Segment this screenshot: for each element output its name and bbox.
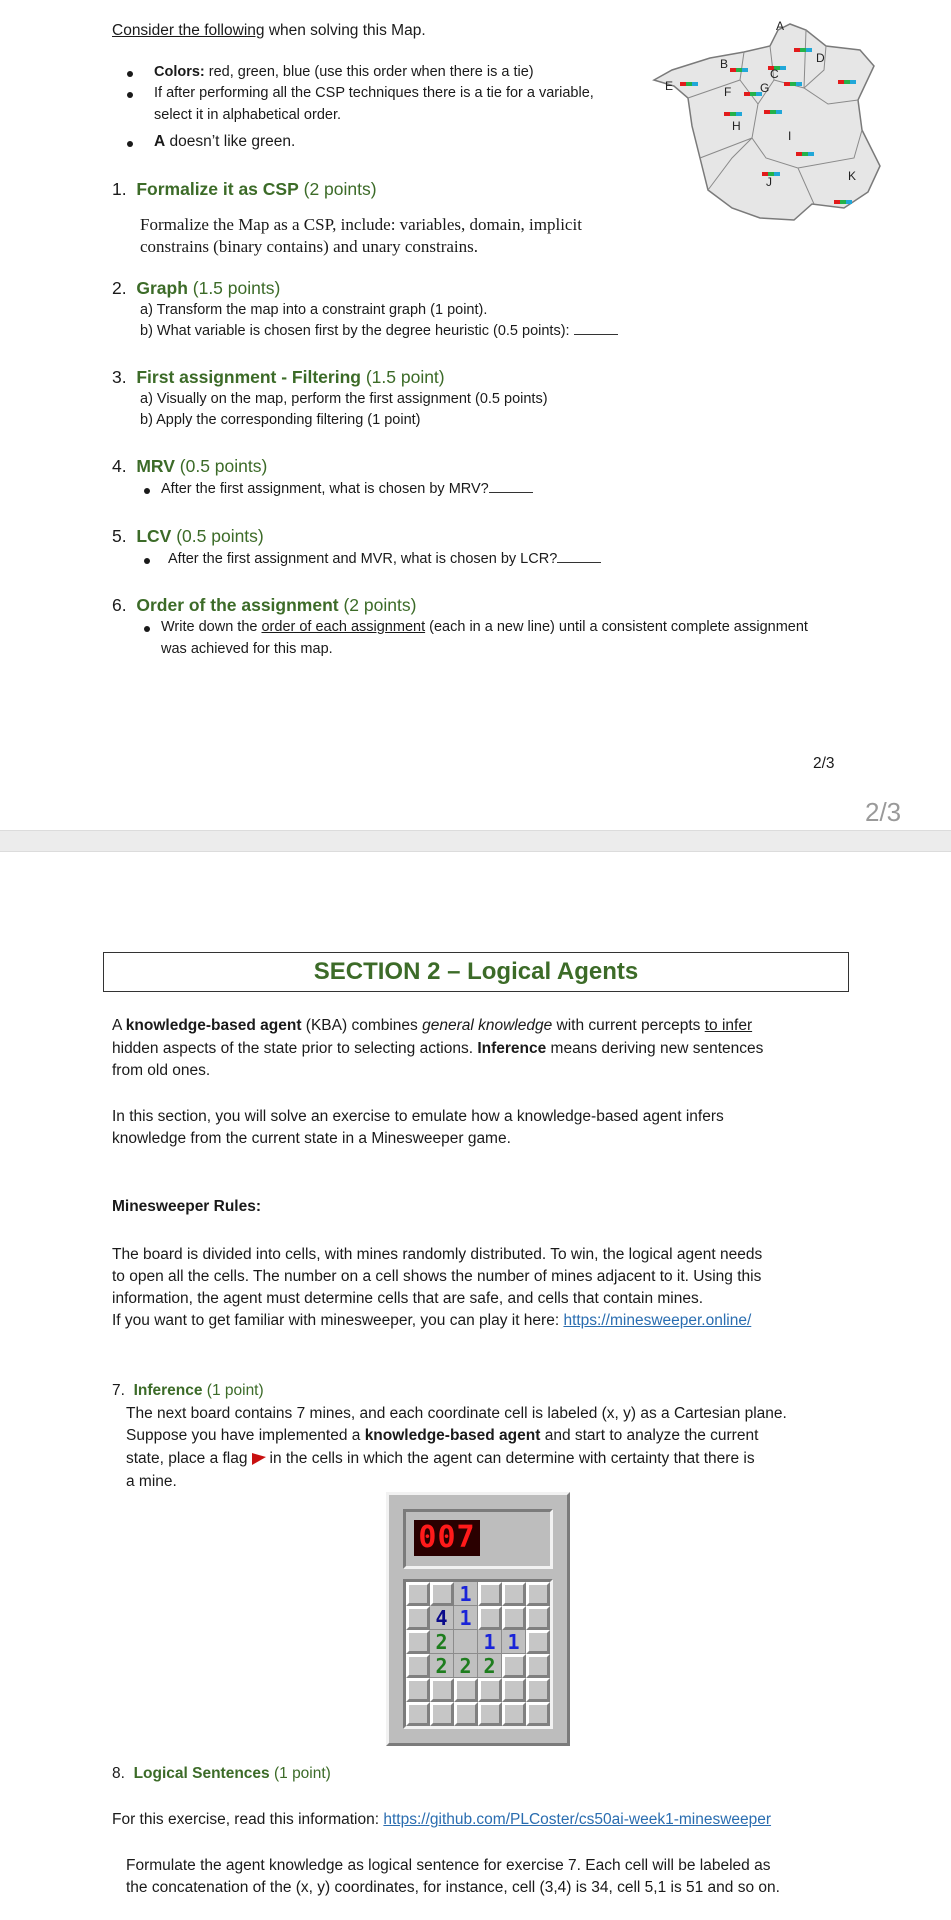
answer-blank[interactable]: [574, 333, 618, 335]
bullet-colors: Colors: red, green, blue (use this order when there is a tie): [154, 64, 534, 80]
kba-p1-line1: A knowledge-based agent (KBA) combines general knowledge with current percepts to infer: [112, 1017, 753, 1034]
section-title: SECTION 2 – Logical Agents: [103, 952, 849, 992]
ms-cell-closed[interactable]: [526, 1702, 550, 1726]
ms-cell-closed[interactable]: [478, 1606, 502, 1630]
map-label: D: [816, 51, 825, 65]
github-link[interactable]: https://github.com/PLCoster/cs50ai-week1-minesweeper: [383, 1811, 772, 1828]
page-number: 2/3: [813, 755, 835, 772]
q7-line4: a mine.: [126, 1473, 177, 1490]
minesweeper-online-link[interactable]: https://minesweeper.online/: [563, 1312, 752, 1329]
q1-heading: 1. Formalize it as CSP (2 points): [112, 179, 377, 199]
q1-line2: constrains (binary contains) and unary constrains.: [140, 237, 479, 256]
ms-cell-open[interactable]: 2: [430, 1630, 454, 1654]
q3-a: a) Visually on the map, perform the first assignment (0.5 points): [140, 391, 548, 407]
ms-cell-closed[interactable]: [502, 1678, 526, 1702]
ms-cell-closed[interactable]: [406, 1630, 430, 1654]
bullet-tie-line1: If after performing all the CSP techniques there is a tie for a variable,: [154, 85, 594, 101]
q8-read: For this exercise, read this information: https://github.com/PLCoster/cs50ai-week1-minesweeper: [112, 1811, 772, 1828]
france-map: [648, 8, 898, 238]
ms-cell-closed[interactable]: [406, 1606, 430, 1630]
bullet-dot: [127, 141, 133, 147]
q6-heading: 6. Order of the assignment (2 points): [112, 595, 417, 615]
q5-bullet: After the first assignment and MVR, what is chosen by LCR?: [168, 551, 601, 567]
q7-line3: state, place a flag in the cells in which the agent can determine with certainty that there is: [126, 1450, 755, 1467]
kba-p1-line3: from old ones.: [112, 1062, 211, 1079]
ms-cell-closed[interactable]: [502, 1606, 526, 1630]
ms-cell-closed[interactable]: [526, 1606, 550, 1630]
q1-line1: Formalize the Map as a CSP, include: variables, domain, implicit: [140, 215, 582, 234]
ms-cell-closed[interactable]: [478, 1678, 502, 1702]
map-label: H: [732, 119, 741, 133]
bullet-a-green: A doesn’t like green.: [154, 133, 296, 150]
ms-cell-closed[interactable]: [526, 1678, 550, 1702]
ms-cell-open[interactable]: 2: [454, 1654, 478, 1678]
ms-cell-closed[interactable]: [406, 1654, 430, 1678]
ms-cell-closed[interactable]: [502, 1582, 526, 1606]
bullet-dot: [127, 92, 133, 98]
france-outline: [654, 24, 880, 220]
ms-cell-open[interactable]: [454, 1630, 478, 1654]
ms-cell-closed[interactable]: [478, 1582, 502, 1606]
bullet-tie-line2: select it in alphabetical order.: [154, 107, 341, 123]
ms-cell-closed[interactable]: [406, 1582, 430, 1606]
rules-line3: information, the agent must determine cells that are safe, and cells that contain mines.: [112, 1290, 704, 1307]
ms-cell-closed[interactable]: [502, 1702, 526, 1726]
ms-cell-closed[interactable]: [478, 1702, 502, 1726]
q2-a: a) Transform the map into a constraint graph (1 point).: [140, 302, 488, 318]
rules-line1: The board is divided into cells, with mines randomly distributed. To win, the logical agent needs: [112, 1246, 763, 1263]
q8-line2: the concatenation of the (x, y) coordinates, for instance, cell (3,4) is 34, cell 5,1 is 51 and so on.: [126, 1879, 780, 1896]
answer-blank[interactable]: [557, 561, 601, 563]
ms-cell-open[interactable]: 1: [502, 1630, 526, 1654]
rules-line2: to open all the cells. The number on a cell shows the number of mines adjacent to it. Using this: [112, 1268, 762, 1285]
page-divider: [0, 830, 951, 852]
viewer-page-indicator: 2/3: [865, 797, 902, 827]
map-label: A: [776, 19, 785, 33]
kba-p2-line2: knowledge from the current state in a Minesweeper game.: [112, 1130, 511, 1147]
ms-cell-closed[interactable]: [430, 1582, 454, 1606]
ms-cell-closed[interactable]: [430, 1678, 454, 1702]
minesweeper-board: [386, 1492, 570, 1746]
map-label: J: [766, 175, 772, 189]
q6-line2: was achieved for this map.: [161, 641, 333, 657]
q4-heading: 4. MRV (0.5 points): [112, 456, 268, 476]
q7-line1: The next board contains 7 mines, and each coordinate cell is labeled (x, y) as a Cartesian plane.: [126, 1405, 787, 1422]
ms-cell-open[interactable]: 1: [454, 1606, 478, 1630]
map-label: K: [848, 169, 857, 183]
q8-line1: Formulate the agent knowledge as logical sentence for exercise 7. Each cell will be labeled as: [126, 1857, 771, 1874]
ms-cell-open[interactable]: 4: [430, 1606, 454, 1630]
flag-icon: [252, 1453, 266, 1465]
bullet-dot: [127, 71, 133, 77]
ms-cell-closed[interactable]: [526, 1582, 550, 1606]
rules-line4: If you want to get familiar with minesweeper, you can play it here: https://minesweeper.online/: [112, 1312, 752, 1329]
minesweeper-grid: [403, 1579, 553, 1729]
ms-cell-closed[interactable]: [454, 1702, 478, 1726]
minesweeper-header: [403, 1509, 553, 1569]
ms-cell-open[interactable]: 1: [454, 1582, 478, 1606]
ms-cell-closed[interactable]: [406, 1678, 430, 1702]
ms-cell-closed[interactable]: [454, 1678, 478, 1702]
bullet-dot: [144, 626, 150, 632]
q8-heading: 8. Logical Sentences (1 point): [112, 1765, 331, 1782]
q4-bullet: After the first assignment, what is chosen by MRV?: [161, 481, 533, 497]
bullet-dot: [144, 558, 150, 564]
kba-p2-line1: In this section, you will solve an exercise to emulate how a knowledge-based agent infers: [112, 1108, 724, 1125]
q2-b: b) What variable is chosen first by the degree heuristic (0.5 points):: [140, 323, 618, 339]
map-label: I: [788, 129, 792, 143]
map-label: B: [720, 57, 729, 71]
q7-heading: 7. Inference (1 point): [112, 1382, 264, 1399]
ms-cell-open[interactable]: 2: [478, 1654, 502, 1678]
q5-heading: 5. LCV (0.5 points): [112, 526, 264, 546]
ms-cell-closed[interactable]: [526, 1630, 550, 1654]
q2-heading: 2. Graph (1.5 points): [112, 278, 281, 298]
ms-cell-closed[interactable]: [502, 1654, 526, 1678]
q3-heading: 3. First assignment - Filtering (1.5 point): [112, 367, 445, 387]
kba-p1-line2: hidden aspects of the state prior to selecting actions. Inference means deriving new sentences: [112, 1040, 764, 1057]
bullet-dot: [144, 488, 150, 494]
ms-cell-closed[interactable]: [430, 1702, 454, 1726]
rules-heading: Minesweeper Rules:: [112, 1198, 262, 1215]
map-label: E: [665, 79, 674, 93]
q7-line2: Suppose you have implemented a knowledge-based agent and start to analyze the current: [126, 1427, 759, 1444]
ms-cell-closed[interactable]: [406, 1702, 430, 1726]
ms-cell-open[interactable]: 1: [478, 1630, 502, 1654]
ms-cell-open[interactable]: 2: [430, 1654, 454, 1678]
mine-counter: 007: [414, 1520, 480, 1556]
map-label: F: [724, 85, 732, 99]
ms-cell-closed[interactable]: [526, 1654, 550, 1678]
answer-blank[interactable]: [489, 491, 533, 493]
map-label: G: [760, 81, 770, 95]
q3-b: b) Apply the corresponding filtering (1 point): [140, 412, 421, 428]
map-label: C: [770, 67, 779, 81]
intro-line: Consider the following when solving this Map.: [112, 22, 426, 39]
q6-line1: Write down the order of each assignment (each in a new line) until a consistent complete assignment: [161, 619, 808, 635]
